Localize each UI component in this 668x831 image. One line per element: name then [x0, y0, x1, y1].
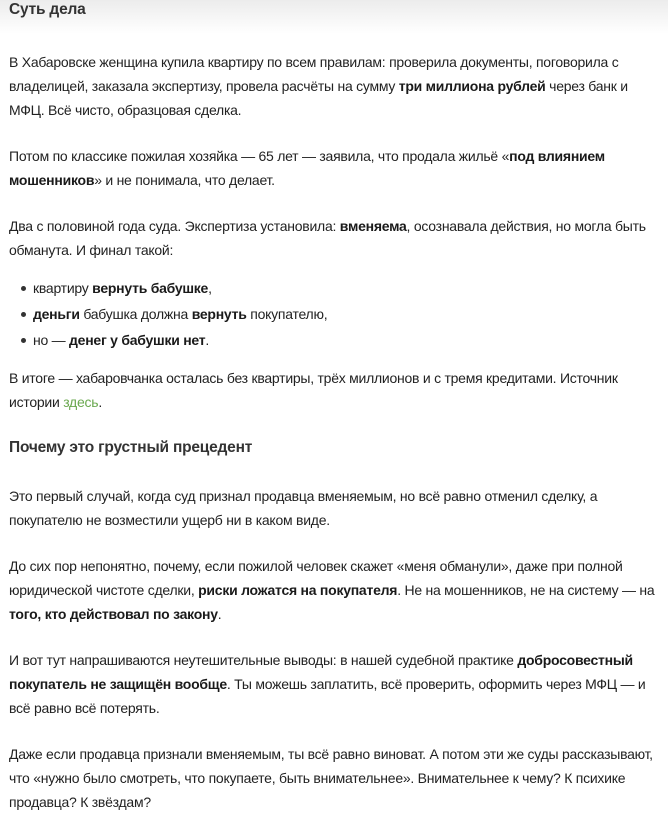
list-item [21, 328, 661, 352]
bold-text: деньги [33, 306, 80, 322]
article-body [9, 0, 661, 814]
text-run: В итоге — хабаровчанка осталась без квартиры, трёх миллионов и с тремя кредитами. Источник истории [9, 370, 618, 410]
text-run: бабушка должна [79, 306, 192, 322]
text-run: В Хабаровске женщина купила квартиру по всем правилам: проверила документы, поговорила с владелицей, заказала экспертизу, провела расчёты на сумму [9, 54, 619, 94]
text-run: Это первый случай, когда суд признал продавца вменяемым, но всё равно отменил сделку, а покупателю не возместили ущерб ни в каком виде. [9, 488, 598, 528]
bold-text: вернуть [191, 306, 247, 322]
bold-text: денег у бабушки нет [69, 332, 206, 348]
text-run: » и не понимала, что делает. [94, 172, 275, 188]
bold-text: вменяема [339, 218, 407, 234]
text-run: . Ты можешь заплатить, всё проверить, оформить через МФЦ — и всё равно всё потерять. [9, 676, 646, 716]
text-run: . [217, 606, 222, 622]
list-item [21, 302, 661, 326]
section-heading [9, 438, 661, 458]
text-run: покупателю, [246, 306, 328, 322]
bold-text: добросовестный покупатель не защищён вообще [9, 652, 633, 692]
text-run: через банк и МФЦ. Всё чисто, образцовая сделка. [9, 78, 628, 118]
text-run: Даже если продавца признали вменяемым, ты всё равно виноват. А потом эти же суды рассказывают, что «нужно было смотреть, что покупаете, быть внимательнее». Внимательнее к чему? К психике продавца? К звёздам? [9, 746, 653, 810]
text-run: И вот тут напрашиваются неутешительные выводы: в нашей судебной практике [9, 652, 518, 668]
paragraph [9, 648, 661, 720]
bold-text: вернуть бабушке [92, 280, 209, 296]
text-run: квартиру [33, 280, 93, 296]
bold-text: риски ложатся на покупателя [198, 582, 398, 598]
text-run: но — [33, 332, 70, 348]
paragraph [9, 50, 661, 122]
source-link[interactable]: здесь [63, 394, 99, 410]
paragraph [9, 554, 661, 626]
text-run: . [205, 332, 210, 348]
paragraph [9, 366, 661, 414]
text-run: Потом по классике пожилая хозяйка — 65 лет — заявила, что продала жильё « [9, 148, 510, 164]
paragraph [9, 144, 661, 192]
bold-text: под влиянием мошенников [9, 148, 605, 188]
text-run: , [208, 280, 212, 296]
section-heading [9, 0, 661, 20]
text-run: До сих пор непонятно, почему, если пожилой человек скажет «меня обманули», даже при полной юридической чистоте сделки, [9, 558, 623, 598]
list-item [21, 276, 661, 300]
text-run: . Не на мошенников, не на систему — на [397, 582, 655, 598]
paragraph [9, 742, 661, 814]
bold-text: того, кто действовал по закону [9, 606, 218, 622]
text-run: Суть дела [9, 1, 86, 18]
text-run: Почему это грустный прецедент [9, 439, 253, 456]
bullet-list [9, 276, 661, 352]
text-run: Два с половиной года суда. Экспертиза установила: [9, 218, 340, 234]
paragraph [9, 484, 661, 532]
bold-text: три миллиона рублей [398, 78, 546, 94]
text-run: . [98, 394, 102, 410]
paragraph [9, 214, 661, 262]
text-run: , осознавала действия, но могла быть обманута. И финал такой: [9, 218, 646, 258]
